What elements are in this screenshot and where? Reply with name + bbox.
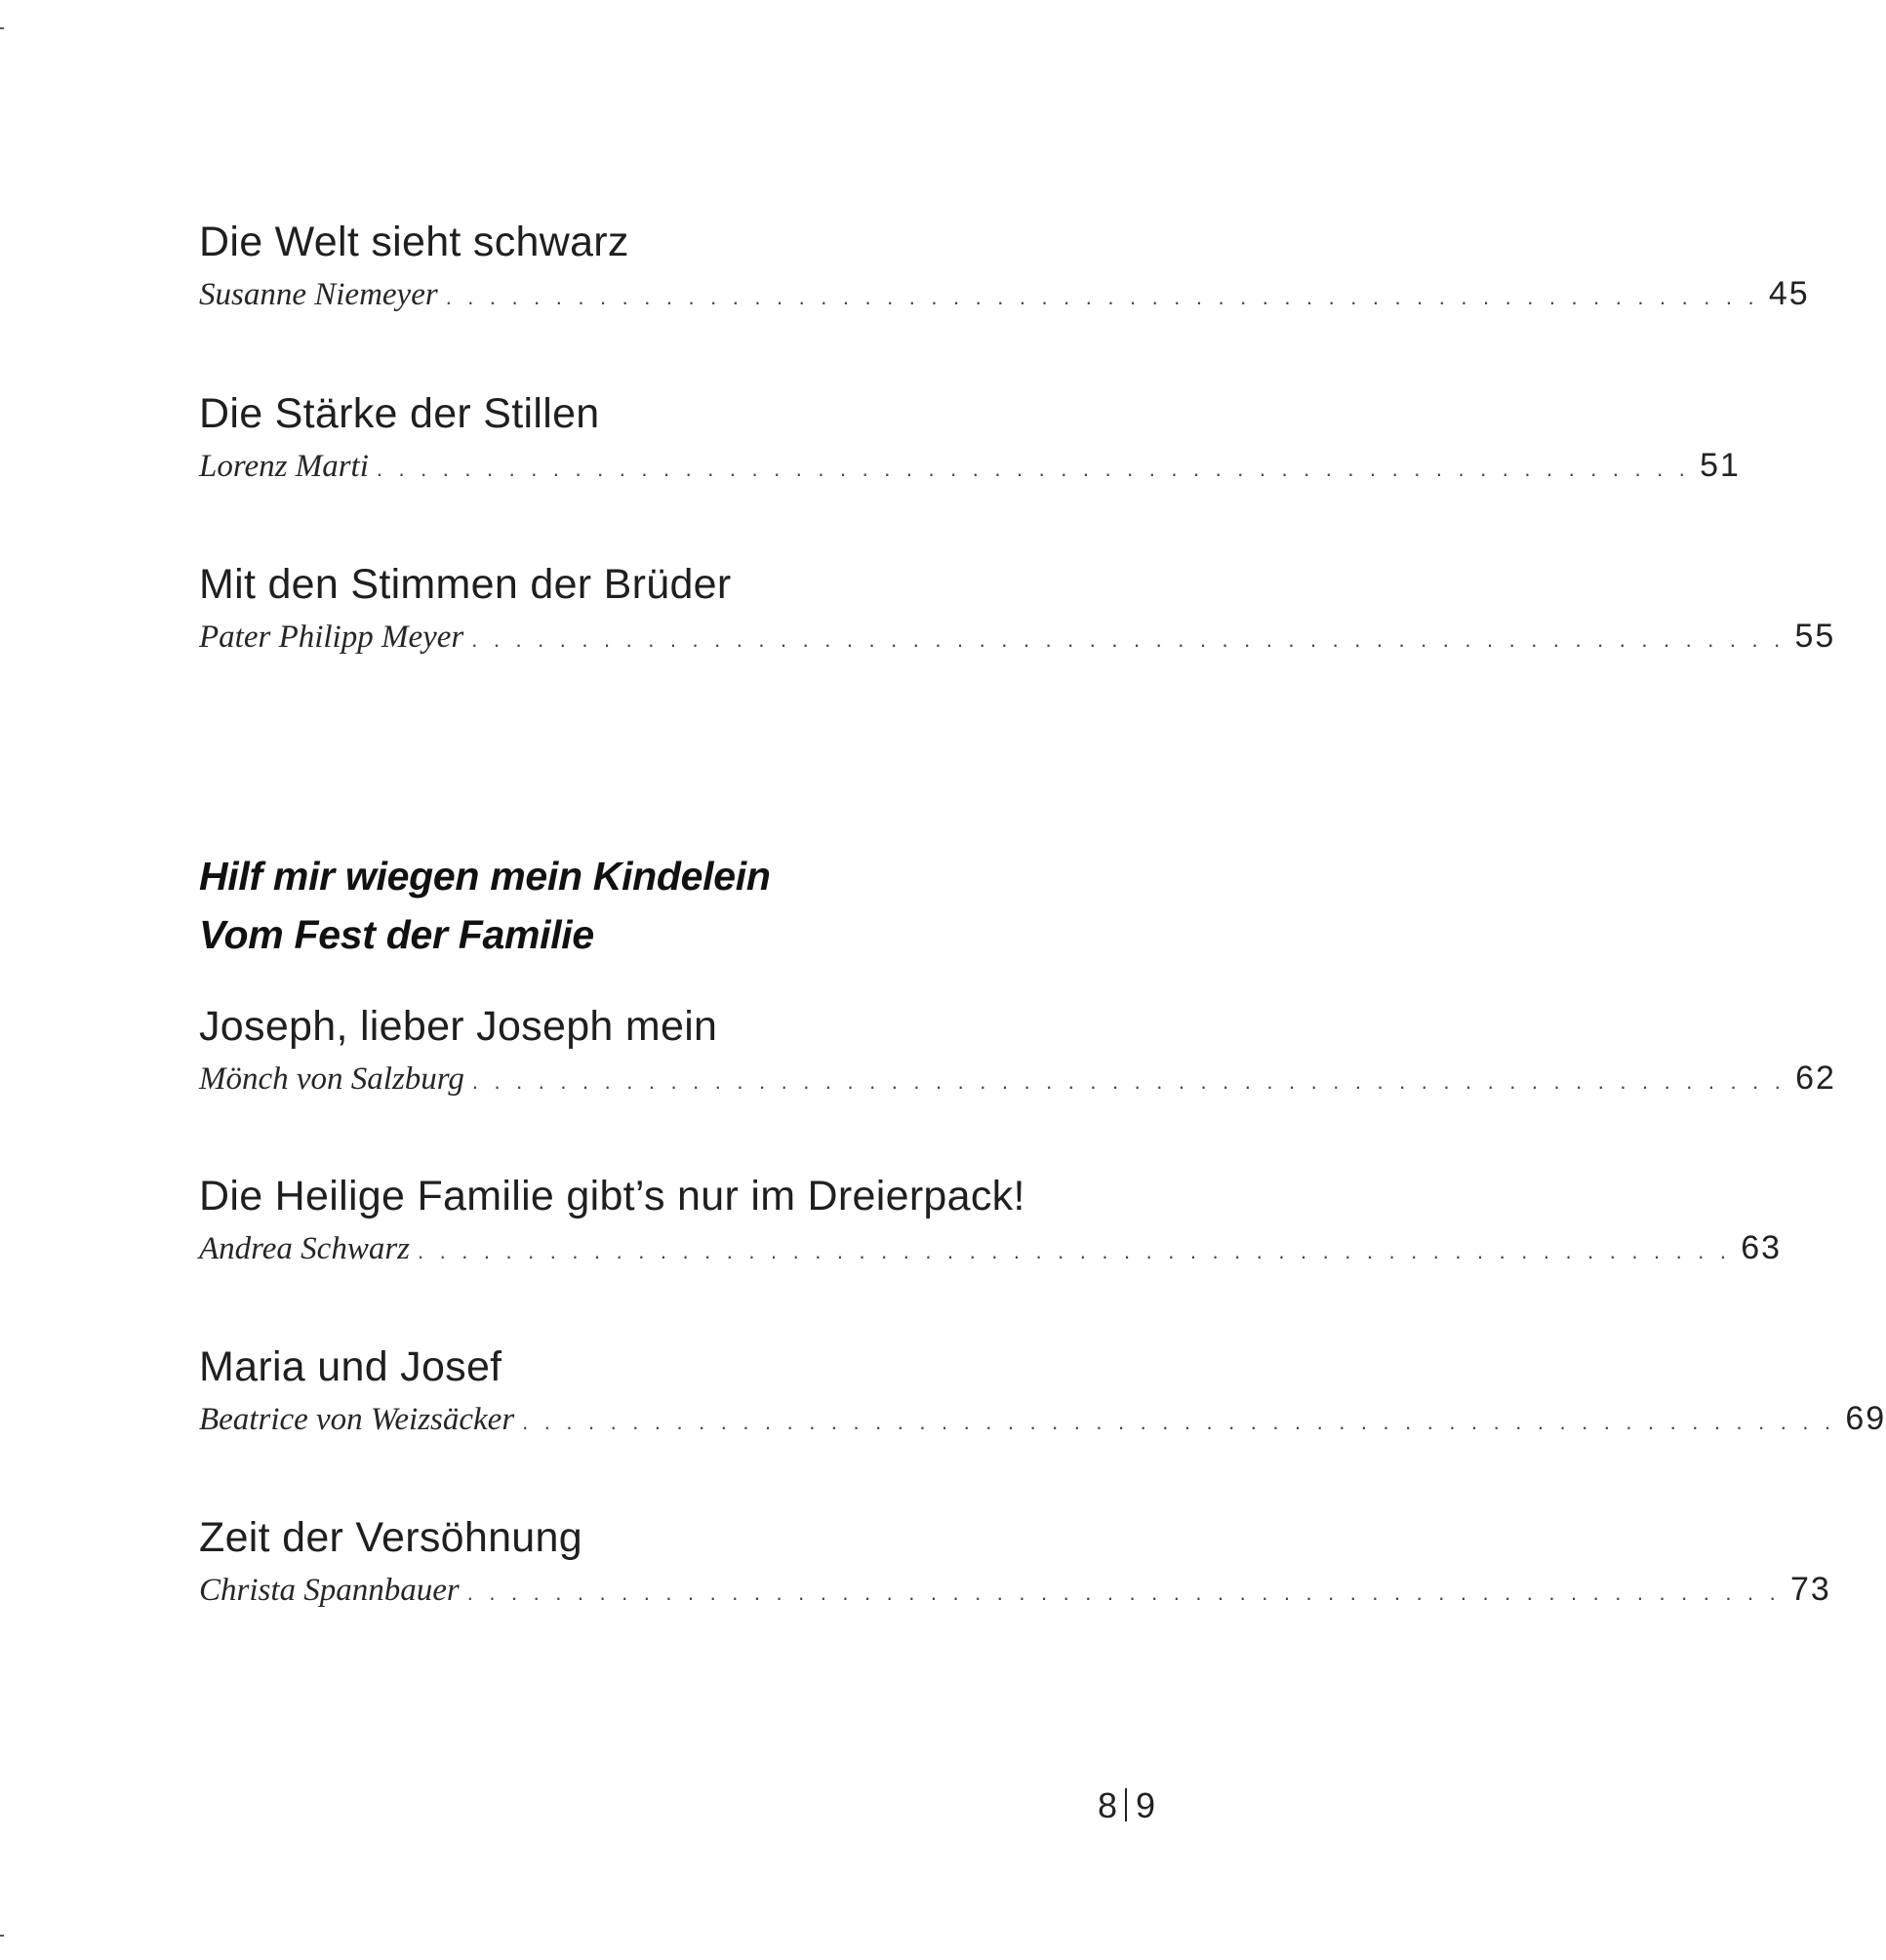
toc-entry-author: Mönch von Salzburg <box>199 1061 464 1097</box>
toc-entry-line <box>199 1060 1836 1104</box>
toc-entry-title: Zeit der Versöhnung <box>199 1514 582 1561</box>
crop-mark-bottom <box>0 1935 4 1937</box>
toc-entry-page-number: 63 <box>1741 1229 1783 1266</box>
toc-entry-line <box>199 275 1810 320</box>
section-heading-title: Hilf mir wiegen mein Kindelein <box>199 854 771 899</box>
dot-leader: . . . . . . . . . . . . . . . . . . . . . . . . . . . . . . . . . . . . . . . . . . . . . . . . . . . . . . . . . . . . <box>376 457 1691 481</box>
toc-entry-page-number: 73 <box>1789 1571 1831 1608</box>
section-heading <box>199 847 1145 964</box>
toc-entry-page-number: 55 <box>1794 618 1836 655</box>
toc-entry-title: Die Stärke der Stillen <box>199 390 600 437</box>
dot-leader: . . . . . . . . . . . . . . . . . . . . . . . . . . . . . . . . . . . . . . . . . . . . . . . . . . . . . . . . . . . . <box>471 627 1786 652</box>
toc-entry-author: Andrea Schwarz <box>199 1231 411 1266</box>
toc-entry-title: Joseph, lieber Joseph mein <box>199 1003 718 1050</box>
dot-leader: . . . . . . . . . . . . . . . . . . . . . . . . . . . . . . . . . . . . . . . . . . . . . . . . . . . . . . . . . . . . <box>418 1239 1732 1263</box>
toc-entry-page-number: 51 <box>1700 447 1741 484</box>
toc-entry <box>199 217 1810 320</box>
toc-entry <box>199 1512 1831 1616</box>
toc-entry-line <box>199 1229 1783 1274</box>
toc-entry-author: Susanne Niemeyer <box>199 277 438 312</box>
toc-entry-line <box>199 1571 1831 1616</box>
toc-entry-title: Die Welt sieht schwarz <box>199 219 629 265</box>
dot-leader: . . . . . . . . . . . . . . . . . . . . . . . . . . . . . . . . . . . . . . . . . . . . . . . . . . . . . . . . . . . . <box>445 285 1759 309</box>
toc-entry-author: Christa Spannbauer <box>199 1573 460 1608</box>
section-heading-subtitle: Vom Fest der Familie <box>199 912 594 957</box>
toc-entry-title: Maria und Josef <box>199 1343 502 1390</box>
toc-entry-page-number: 69 <box>1845 1400 1886 1437</box>
toc-entry <box>199 1341 1886 1445</box>
dot-leader: . . . . . . . . . . . . . . . . . . . . . . . . . . . . . . . . . . . . . . . . . . . . . . . . . . . . . . . . . . . . <box>522 1410 1836 1434</box>
toc-entry <box>199 559 1836 662</box>
toc-entry-page-number: 62 <box>1795 1060 1836 1097</box>
dot-leader: . . . . . . . . . . . . . . . . . . . . . . . . . . . . . . . . . . . . . . . . . . . . . . . . . . . . . . . . . . . . <box>471 1069 1786 1094</box>
folio-left-page: 8 <box>1098 1785 1119 1825</box>
toc-entry-page-number: 45 <box>1768 275 1810 312</box>
folio-separator <box>1125 1788 1127 1821</box>
toc-entry-title: Die Heilige Familie gibt’s nur im Dreierpack! <box>199 1173 1025 1220</box>
toc-entry-author: Lorenz Marti <box>199 449 369 484</box>
toc-entry <box>199 1171 1783 1274</box>
toc-entry-line <box>199 1400 1886 1445</box>
crop-mark-top <box>0 27 4 29</box>
dot-leader: . . . . . . . . . . . . . . . . . . . . . . . . . . . . . . . . . . . . . . . . . . . . . . . . . . . . . . . . . . . . <box>466 1580 1781 1605</box>
toc-entry-title: Mit den Stimmen der Brüder <box>199 561 732 608</box>
toc-entry-author: Beatrice von Weizsäcker <box>199 1402 515 1437</box>
toc-entry-line <box>199 618 1836 662</box>
toc-entry-line <box>199 447 1741 492</box>
folio-right-page: 9 <box>1136 1785 1157 1825</box>
toc-entry-author: Pater Philipp Meyer <box>199 620 464 655</box>
page-folio <box>1098 1785 1156 1826</box>
toc-entry <box>199 1001 1836 1104</box>
toc-entry <box>199 388 1741 492</box>
